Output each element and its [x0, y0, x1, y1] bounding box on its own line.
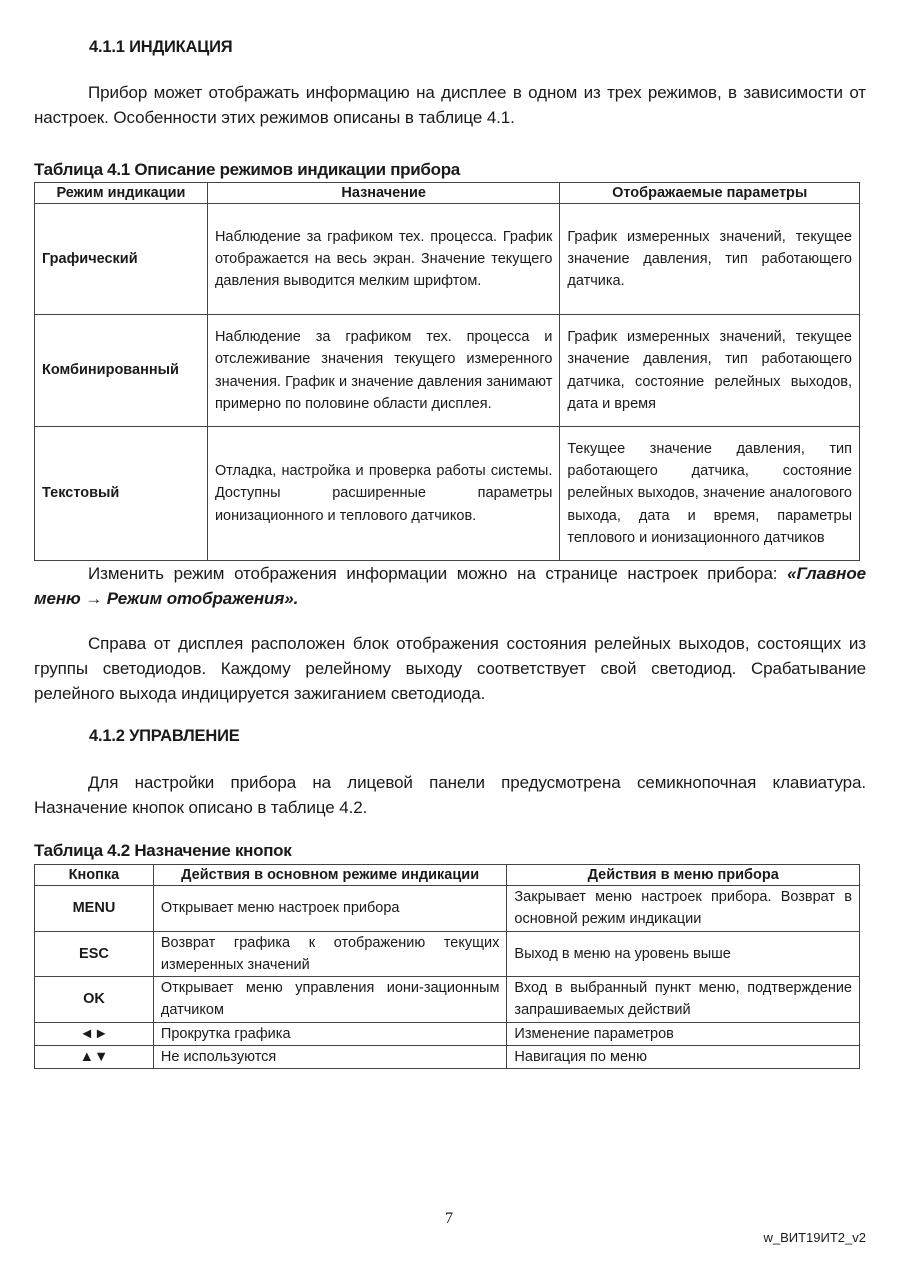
- button-cell-ok: OK: [35, 977, 154, 1023]
- table-header-row: [35, 183, 860, 204]
- change-mode-text: Изменить режим отображения информации можно на странице настроек прибора:: [88, 564, 778, 583]
- table-row: [35, 1046, 860, 1069]
- purpose-cell: Наблюдение за графиком тех. процесса и отслеживание значения текущего измеренного значения. График и значение давления занимают примерно по половине области дисплея.: [207, 315, 559, 427]
- table-4-1-caption: Таблица 4.1 Описание режимов индикации прибора: [34, 160, 460, 179]
- main-action-cell: Открывает меню управления иони-зационным датчиком: [153, 977, 507, 1023]
- column-header-mode: Режим индикации: [35, 183, 208, 204]
- params-cell: График измеренных значений, текущее значение давления, тип работающего датчика, состояние релейных выходов, дата и время: [560, 315, 860, 427]
- params-cell: График измеренных значений, текущее значение давления, тип работающего датчика.: [560, 204, 860, 315]
- table-row: [35, 977, 860, 1023]
- up-down-arrows-icon: ▲▼: [35, 1046, 154, 1069]
- table-4-2-buttons: [34, 864, 860, 1069]
- button-cell-esc: ESC: [35, 931, 154, 977]
- intro-text: Прибор может отображать информацию на дисплее в одном из трех режимов, в зависимости от настроек. Особенности этих режимов описаны в таблице 4.1.: [34, 83, 866, 127]
- mode-cell: Графический: [35, 204, 208, 315]
- page-number: 7: [445, 1210, 453, 1227]
- params-cell: Текущее значение давления, тип работающего датчика, состояние релейных выходов, значение аналогового выхода, дата и время, параметры теплового и ионизационного датчиков: [560, 427, 860, 561]
- section-heading-control: 4.1.2 УПРАВЛЕНИЕ: [89, 727, 240, 745]
- table-row: [35, 315, 860, 427]
- column-header-purpose: Назначение: [207, 183, 559, 204]
- column-header-menu-action: Действия в меню прибора: [507, 865, 860, 886]
- main-action-cell: Прокрутка графика: [153, 1022, 507, 1045]
- column-header-params: Отображаемые параметры: [560, 183, 860, 204]
- table-header-row: [35, 865, 860, 886]
- table-4-1-display-modes: [34, 182, 860, 561]
- section-heading-indication: 4.1.1 ИНДИКАЦИЯ: [89, 38, 233, 56]
- main-action-cell: Открывает меню настроек прибора: [153, 886, 507, 932]
- intro-paragraph-indication: [34, 80, 866, 130]
- table-row: [35, 1022, 860, 1045]
- menu-action-cell: Выход в меню на уровень выше: [507, 931, 860, 977]
- menu-action-cell: Вход в выбранный пункт меню, подтверждение запрашиваемых действий: [507, 977, 860, 1023]
- menu-action-cell: Навигация по меню: [507, 1046, 860, 1069]
- table-4-2-caption: Таблица 4.2 Назначение кнопок: [34, 841, 292, 860]
- menu-action-cell: Изменение параметров: [507, 1022, 860, 1045]
- mode-cell: Текстовый: [35, 427, 208, 561]
- table-row: [35, 931, 860, 977]
- main-action-cell: Не используются: [153, 1046, 507, 1069]
- main-action-cell: Возврат графика к отображению текущих измеренных значений: [153, 931, 507, 977]
- table-row: [35, 204, 860, 315]
- mode-cell: Комбинированный: [35, 315, 208, 427]
- column-header-main-action: Действия в основном режиме индикации: [153, 865, 507, 886]
- relay-paragraph: Справа от дисплея расположен блок отображения состояния релейных выходов, состоящих из группы светодиодов. Каждому релейному выходу соответствует свой светодиод. Срабатывание релейного выхода индицируется зажиганием светодиода.: [34, 634, 866, 703]
- button-cell-menu: MENU: [35, 886, 154, 932]
- table-row: [35, 886, 860, 932]
- menu-path: «Главное меню → Режим отображения».: [34, 564, 866, 608]
- menu-action-cell: Закрывает меню настроек прибора. Возврат в основной режим индикации: [507, 886, 860, 932]
- table-row: [35, 427, 860, 561]
- purpose-cell: Наблюдение за графиком тех. процесса. График отображается на весь экран. Значение текущего давления выводится мелким шрифтом.: [207, 204, 559, 315]
- left-right-arrows-icon: ◄►: [35, 1022, 154, 1045]
- column-header-button: Кнопка: [35, 865, 154, 886]
- purpose-cell: Отладка, настройка и проверка работы системы. Доступны расширенные параметры ионизационного и теплового датчиков.: [207, 427, 559, 561]
- change-mode-paragraph: [34, 561, 866, 611]
- document-id: w_ВИТ19ИТ2_v2: [763, 1230, 866, 1245]
- intro-paragraph-control: Для настройки прибора на лицевой панели предусмотрена семикнопочная клавиатура. Назначение кнопок описано в таблице 4.2.: [34, 773, 866, 817]
